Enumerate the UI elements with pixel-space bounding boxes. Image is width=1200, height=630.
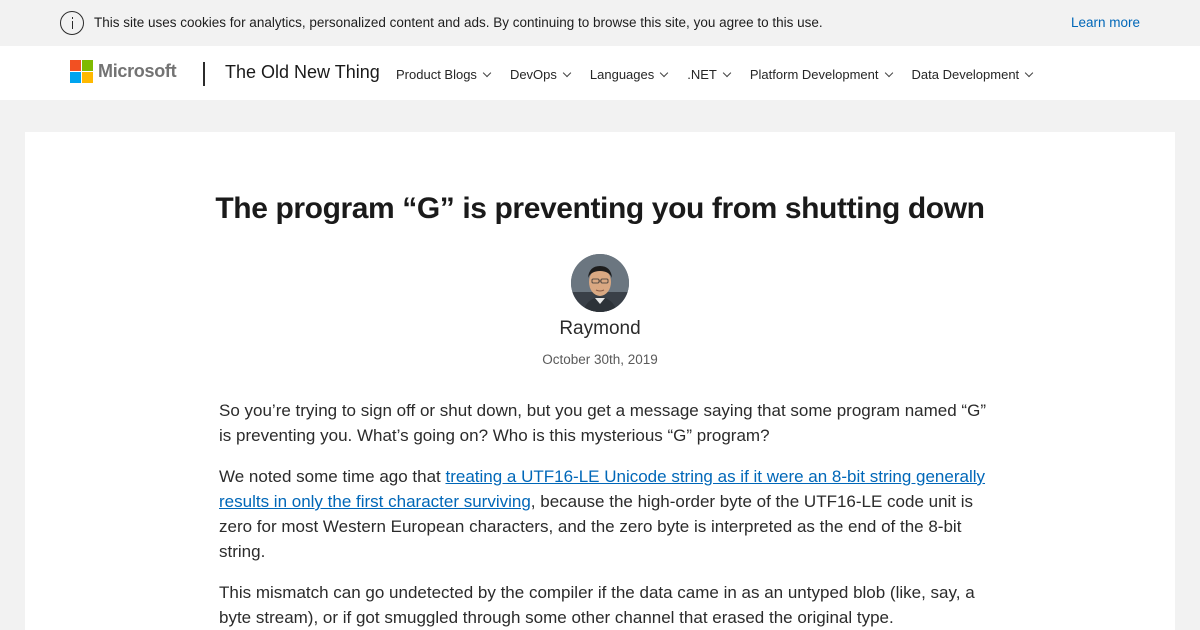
main-nav <box>396 67 1052 82</box>
nav-languages[interactable] <box>590 67 667 82</box>
chevron-down-icon <box>483 69 491 77</box>
paragraph-text: , because the high-order byte of the UTF16-LE code unit is zero for most Western European characters, and the zero byte is interpreted as the end of the 8-bit string. <box>219 492 974 561</box>
header-divider <box>203 62 205 86</box>
chevron-down-icon <box>1025 69 1033 77</box>
post-title: The program “G” is preventing you from shutting down <box>215 192 985 225</box>
post-date: October 30th, 2019 <box>542 352 658 367</box>
blog-title-link[interactable]: The Old New Thing <box>225 62 380 82</box>
info-icon <box>60 11 84 35</box>
nav-dotnet[interactable] <box>687 67 730 82</box>
nav-label: Platform Development <box>749 67 879 82</box>
paragraph: So you’re trying to sign off or shut down, but you get a message saying that some program named “G” is preventing you. What’s going on? Who is this mysterious “G” program? <box>219 401 986 445</box>
chevron-down-icon <box>723 69 731 77</box>
nav-label: Data Development <box>911 67 1020 82</box>
nav-label: .NET <box>687 67 717 82</box>
nav-platform-development[interactable] <box>750 67 892 82</box>
microsoft-logo-icon[interactable] <box>70 60 93 83</box>
author-avatar[interactable] <box>571 254 629 312</box>
microsoft-brand[interactable]: Microsoft <box>98 61 177 81</box>
article-card <box>25 132 1175 630</box>
chevron-down-icon <box>660 69 668 77</box>
nav-data-development[interactable] <box>912 67 1033 82</box>
chevron-down-icon <box>884 69 892 77</box>
author-name[interactable]: Raymond <box>559 318 641 339</box>
nav-product-blogs[interactable] <box>396 67 490 82</box>
cookie-text: This site uses cookies for analytics, personalized content and ads. By continuing to browse this site, you agree to this use. <box>94 15 823 30</box>
utf16-article-link[interactable]: treating a UTF16-LE Unicode string as if it were an 8-bit string generally results in only the first character surviving <box>219 467 986 511</box>
learn-more-link[interactable]: Learn more <box>1070 15 1140 30</box>
nav-label: Product Blogs <box>396 67 477 82</box>
nav-devops[interactable] <box>510 67 570 82</box>
nav-label: Languages <box>589 67 655 82</box>
paragraph <box>219 464 989 564</box>
paragraph-text: We noted some time ago that <box>219 467 446 486</box>
paragraph: This mismatch can go undetected by the compiler if the data came in as an untyped blob (like, say, a byte stream), or if got smuggled through some other channel that erased the original type. <box>219 583 975 627</box>
cookie-banner <box>0 0 1200 46</box>
site-header <box>0 46 1200 100</box>
post-body <box>219 398 989 630</box>
nav-label: DevOps <box>509 67 557 82</box>
chevron-down-icon <box>563 69 571 77</box>
